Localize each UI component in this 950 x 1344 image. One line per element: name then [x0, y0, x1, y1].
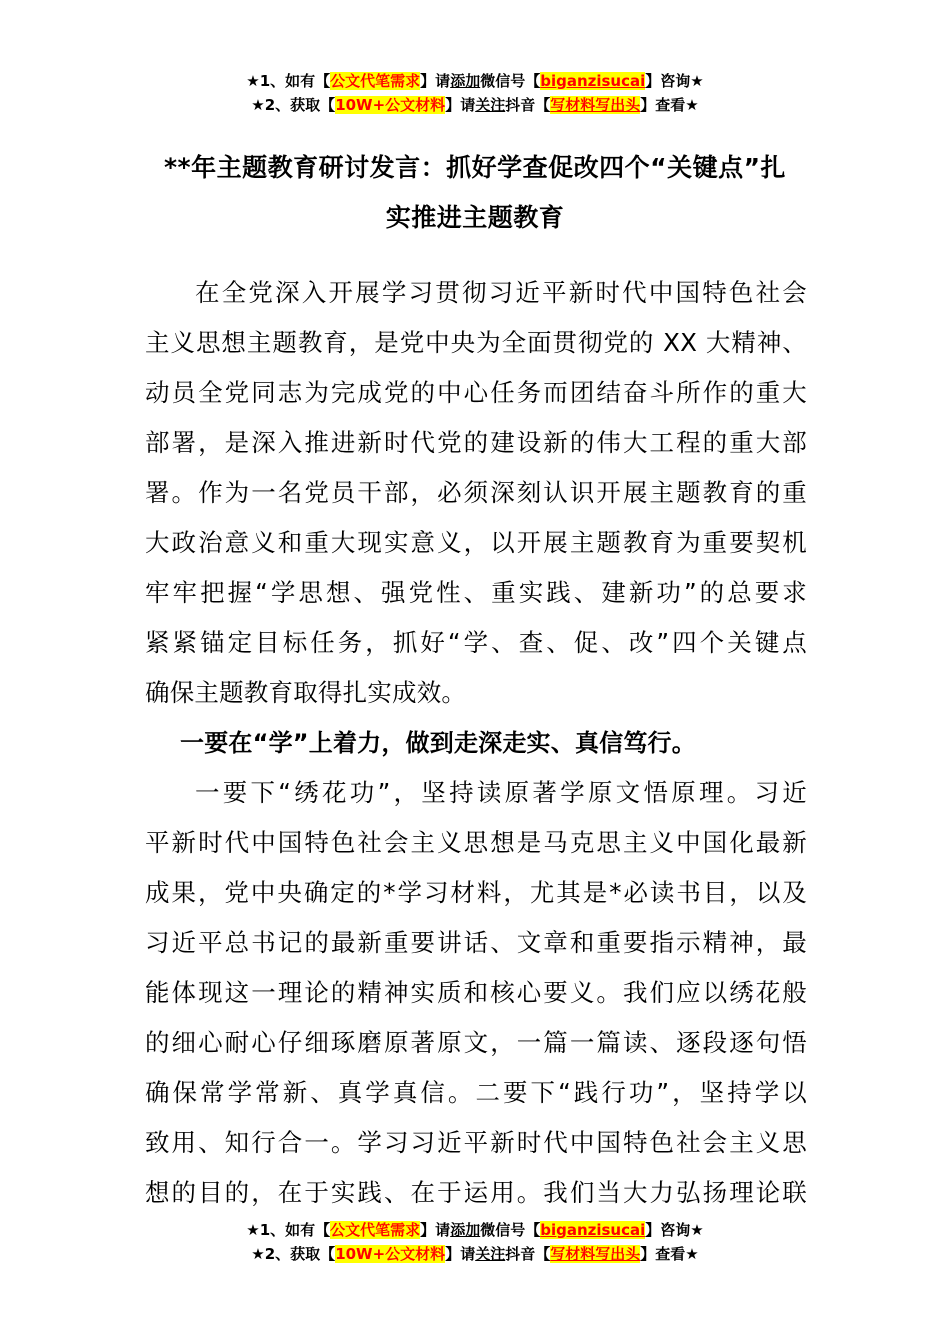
promo-text: 微信号【	[480, 1221, 541, 1239]
paragraph-line: 习近平总书记的最新重要讲话、文章和重要指示精神，最	[145, 928, 807, 957]
promo-highlight-ghostwriting: 公文代笔需求	[330, 72, 421, 90]
document-body	[145, 268, 807, 1218]
promo-douyin-account[interactable]: 写材料写出头	[550, 96, 641, 114]
promo-text: 】请	[420, 72, 451, 90]
promo-underlined-add: 添加	[450, 72, 481, 90]
paragraph-line: 想的目的，在于实践、在于运用。我们当大力弘扬理论联	[145, 1178, 807, 1207]
promo-text: 】请	[445, 96, 476, 114]
paragraph-line: 部署，是深入推进新时代党的建设新的伟大工程的重大部	[145, 428, 807, 457]
header-promo-line-1	[0, 69, 950, 93]
footer-promo-line-1	[0, 1218, 950, 1242]
paragraph-line: 署。作为一名党员干部，必须深刻认识开展主题教育的重	[145, 478, 807, 507]
paragraph-line: 动员全党同志为完成党的中心任务而团结奋斗所作的重大	[145, 378, 807, 407]
paragraph-line: 牢牢把握“学思想、强党性、重实践、建新功”的总要求	[145, 578, 807, 607]
paragraph-line: 能体现这一理论的精神实质和核心要义。我们应以绣花般	[145, 978, 807, 1007]
promo-text: 抖音【	[505, 1245, 551, 1263]
promo-highlight-ghostwriting: 公文代笔需求	[330, 1221, 421, 1239]
paragraph-line: 成果，党中央确定的*学习材料，尤其是*必读书目，以及	[145, 878, 807, 907]
paragraph-line: 平新时代中国特色社会主义思想是马克思主义中国化最新	[145, 828, 807, 857]
promo-text: 】查看★	[640, 96, 699, 114]
promo-text: ★2、获取【	[251, 96, 336, 114]
promo-text: 】咨询★	[645, 72, 704, 90]
promo-text: 微信号【	[480, 72, 541, 90]
footer-promo-line-2	[0, 1242, 950, 1266]
promo-text: ★1、如有【	[246, 1221, 331, 1239]
promo-text: ★2、获取【	[251, 1245, 336, 1263]
promo-text: ★1、如有【	[246, 72, 331, 90]
promo-text: 】请	[445, 1245, 476, 1263]
promo-underlined-follow: 关注	[475, 1245, 506, 1263]
promo-text: 】请	[420, 1221, 451, 1239]
document-title-line-1: **年主题教育研讨发言：抓好学查促改四个“关键点”扎	[163, 153, 786, 182]
header-promo-line-2	[0, 93, 950, 117]
promo-text: 】查看★	[640, 1245, 699, 1263]
promo-underlined-add: 添加	[450, 1221, 481, 1239]
promo-text: 抖音【	[505, 96, 551, 114]
document-title-line-2: 实推进主题教育	[385, 203, 565, 232]
promo-wechat-id[interactable]: biganzisucai	[540, 1221, 646, 1239]
paragraph-line: 在全党深入开展学习贯彻习近平新时代中国特色社会	[195, 278, 807, 307]
promo-highlight-materials: 10W+公文材料	[335, 96, 446, 114]
paragraph-line: 的细心耐心仔细琢磨原著原文，一篇一篇读、逐段逐句悟	[145, 1028, 807, 1057]
paragraph-line: 紧紧锚定目标任务，抓好“学、查、促、改”四个关键点	[145, 628, 807, 657]
paragraph-line: 大政治意义和重大现实意义，以开展主题教育为重要契机	[145, 528, 807, 557]
paragraph-line: 主义思想主题教育，是党中央为全面贯彻党的 XX 大精神、	[145, 328, 807, 357]
promo-wechat-id[interactable]: biganzisucai	[540, 72, 646, 90]
promo-underlined-follow: 关注	[475, 96, 506, 114]
paragraph-line: 确保常学常新、真学真信。二要下“践行功”，坚持学以	[145, 1078, 807, 1107]
promo-highlight-materials: 10W+公文材料	[335, 1245, 446, 1263]
promo-douyin-account[interactable]: 写材料写出头	[550, 1245, 641, 1263]
paragraph-line: 致用、知行合一。学习习近平新时代中国特色社会主义思	[145, 1128, 807, 1157]
paragraph-line: 一要下“绣花功”，坚持读原著学原文悟原理。习近	[195, 778, 807, 807]
promo-text: 】咨询★	[645, 1221, 704, 1239]
section-heading: 一要在“学”上着力，做到走深走实、真信笃行。	[180, 729, 696, 757]
paragraph-line: 确保主题教育取得扎实成效。	[145, 678, 467, 707]
